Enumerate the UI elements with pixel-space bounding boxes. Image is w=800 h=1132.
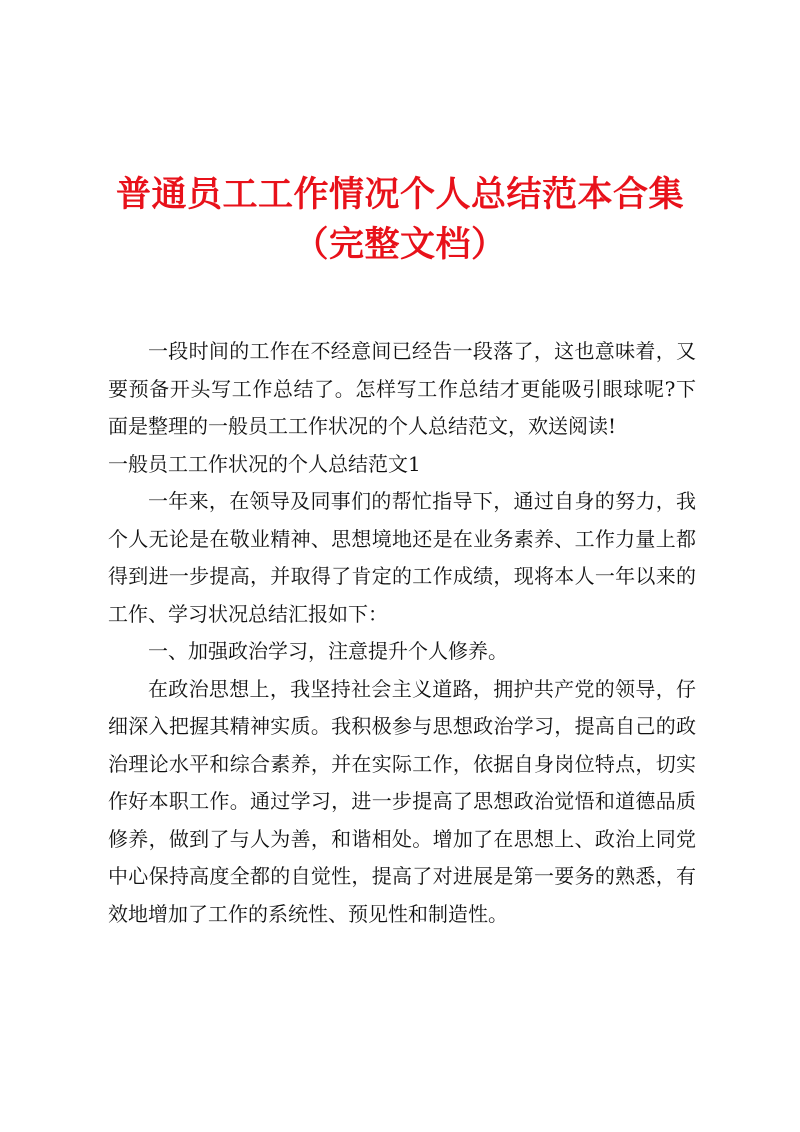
subheading-political-study: 一、加强政治学习，注意提升个人修养。	[148, 639, 508, 663]
paragraph-intro: 一段时间的工作在不经意间已经告一段落了，这也意味着，又要预备开头写工作总结了。怎样写工作总结才更能吸引眼球呢?下面是整理的一般员工工作状况的个人总结范文，欢送阅读!	[108, 339, 696, 438]
paragraph-summary: 一年来，在领导及同事们的帮忙指导下，通过自身的努力，我个人无论是在敬业精神、思想境地还是在业务素养、工作力量上都得到进一步提高，并取得了肯定的工作成绩，现将本人一年以来的工作、学习状况总结汇报如下：	[108, 489, 696, 626]
document-title: 普通员工工作情况个人总结范本合集（完整文档）	[115, 174, 684, 265]
document-body	[108, 333, 696, 933]
paragraph-political-thought: 在政治思想上，我坚持社会主义道路，拥护共产党的领导，仔细深入把握其精神实质。我积极参与思想政治学习，提高自己的政治理论水平和综合素养，并在实际工作，依据自身岗位特点，切实作好本职工作。通过学习，进一步提高了思想政治觉悟和道德品质修养，做到了与人为善，和谐相处。增加了在思想上、政治上同党中心保持高度全都的自觉性，提高了对进展是第一要务的熟悉，有效地增加了工作的系统性、预见性和制造性。	[108, 676, 696, 926]
section-heading: 一般员工工作状况的个人总结范文1	[108, 451, 421, 476]
